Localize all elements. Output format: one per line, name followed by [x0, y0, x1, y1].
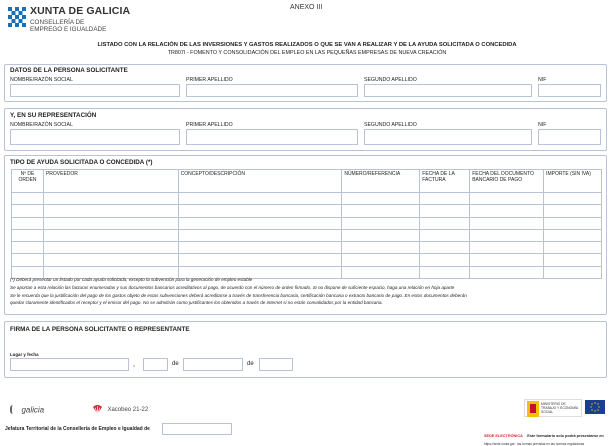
ayuda-table [11, 169, 602, 279]
solicitante-ap2-input[interactable] [364, 84, 532, 97]
col-proveedor: PROVEEDOR [43, 170, 178, 193]
table-row [12, 242, 602, 254]
cell-input[interactable] [342, 242, 420, 254]
representacion-ap1-label: PRIMER APELLIDO [186, 122, 233, 128]
cell-input[interactable] [470, 254, 544, 266]
col-importe: IMPORTE (SIN IVA) [544, 170, 602, 193]
solicitante-title: DATOS DE LA PERSONA SOLICITANTE [10, 67, 128, 74]
ayuda-note-2: Se aportan a esta relación las facturas enumeradas y sus documentos bancarios acreditativos al pago, de acuerdo con el número de orden firmado. Si no dispone de suficiente espacio, haga una relación en hoja aparte [10, 285, 455, 290]
cell-input[interactable] [470, 242, 544, 254]
cell-input[interactable] [12, 205, 44, 217]
representacion-name-input[interactable] [10, 129, 180, 145]
firma-title: FIRMA DE LA PERSONA SOLICITANTE O REPRESENTANTE [10, 326, 190, 333]
galicia-logo [10, 401, 44, 419]
ayuda-title: TIPO DE AYUDA SOLICITADA O CONCEDIDA (*) [10, 159, 153, 166]
cell-input[interactable] [544, 217, 602, 229]
representacion-ap1-input[interactable] [186, 129, 358, 145]
representacion-nif-input[interactable] [538, 129, 601, 145]
ministry-text: MINISTERIO DE TRABAJO Y ECONOMÍA SOCIAL [541, 402, 578, 414]
representacion-ap2-input[interactable] [364, 129, 532, 145]
cell-input[interactable] [544, 193, 602, 205]
cell-input[interactable] [342, 266, 420, 278]
representacion-ap2-label: SEGUNDO APELLIDO [364, 122, 417, 128]
col-concepto: CONCEPTO/DESCRIPCIÓN [178, 170, 342, 193]
annex-label: ANEXO III [290, 4, 323, 11]
sede-text-1: Este formulario solo podrá presentarse en [527, 434, 604, 438]
cell-input[interactable] [420, 254, 470, 266]
year-input[interactable] [259, 358, 293, 371]
cell-input[interactable] [420, 193, 470, 205]
solicitante-name-label: NOMBRE/RAZÓN SOCIAL [10, 77, 73, 83]
cell-input[interactable] [544, 205, 602, 217]
table-row [12, 205, 602, 217]
cell-input[interactable] [178, 242, 342, 254]
solicitante-nif-label: NIF [538, 77, 547, 83]
table-row [12, 193, 602, 205]
cell-input[interactable] [420, 266, 470, 278]
galicia-logo-text: galicia [21, 405, 45, 415]
ayuda-table-header [12, 170, 602, 193]
cell-input[interactable] [544, 229, 602, 241]
representacion-name-label: NOMBRE/RAZÓN SOCIAL [10, 122, 73, 128]
cell-input[interactable] [43, 229, 178, 241]
xunta-cross-icon [7, 6, 27, 28]
galicia-swoosh-icon [10, 405, 17, 414]
cell-input[interactable] [12, 254, 44, 266]
cell-input[interactable] [420, 229, 470, 241]
cell-input[interactable] [12, 217, 44, 229]
representacion-nif-label: NIF [538, 122, 547, 128]
cell-input[interactable] [342, 217, 420, 229]
solicitante-ap1-input[interactable] [186, 84, 358, 97]
form-title: LISTADO CON LA RELACIÓN DE LAS INVERSIONES Y GASTOS REALIZADOS O QUE SE VAN A REALIZAR Y DE LA AYUDA SOLICITADA O CONCEDIDA [97, 42, 517, 48]
de-label-2: de [247, 361, 254, 367]
dept-line1: CONSELLERÍA DE [30, 19, 85, 26]
dept-line2: EMPREGO E IGUALDADE [30, 26, 107, 33]
cell-input[interactable] [420, 217, 470, 229]
cell-input[interactable] [544, 242, 602, 254]
cell-input[interactable] [470, 193, 544, 205]
comma-sep: , [133, 361, 135, 368]
sede-text-2: https://sede.xunta.gal · las formas previstas en las normas reguladoras [484, 442, 585, 446]
col-numero: NÚMERO/REFERENCIA [342, 170, 420, 193]
cell-input[interactable] [342, 193, 420, 205]
cell-input[interactable] [420, 242, 470, 254]
cell-input[interactable] [12, 242, 44, 254]
cell-input[interactable] [178, 254, 342, 266]
cell-input[interactable] [470, 266, 544, 278]
cell-input[interactable] [342, 254, 420, 266]
col-fecha-factura: FECHA DE LA FACTURA [420, 170, 470, 193]
representacion-title: Y, EN SU REPRESENTACIÓN [10, 112, 97, 119]
cell-input[interactable] [43, 217, 178, 229]
cell-input[interactable] [43, 242, 178, 254]
xunta-logo [7, 6, 27, 28]
table-row [12, 217, 602, 229]
sede-title: SEDE ELECTRÓNICA [484, 434, 523, 438]
cell-input[interactable] [12, 193, 44, 205]
month-input[interactable] [183, 358, 243, 371]
cell-input[interactable] [544, 254, 602, 266]
table-row [12, 229, 602, 241]
cell-input[interactable] [470, 229, 544, 241]
cell-input[interactable] [178, 205, 342, 217]
ayuda-note-3: Se le recuerda que la justificación del pago de los gastos objeto de estas subvenciones deberá acreditarse a través de transferencia bancaria, certificación bancaria o extracto bancario de pago. En estos documentos deberán [10, 293, 467, 298]
coat-of-arms-icon [527, 401, 539, 417]
col-orden: Nº DE ORDEN [12, 170, 44, 193]
table-row [12, 254, 602, 266]
xunta-logo-text: XUNTA DE GALICIA [30, 5, 131, 17]
jefatura-input[interactable] [162, 423, 232, 435]
place-input[interactable] [10, 358, 129, 371]
cell-input[interactable] [342, 205, 420, 217]
ayuda-note-4: quedar claramente identificados el receptor y el emisor del pago. No se admitirán como justificantes los obtenidos a través de internet si no están convalidados por la entidad bancaria. [10, 300, 383, 305]
ayuda-note-1: (*) Deberá presentar un listado por cada ayuda solicitada, excepto la subvención para la generación de empleo estable [10, 277, 253, 282]
cell-input[interactable] [544, 266, 602, 278]
solicitante-ap2-label: SEGUNDO APELLIDO [364, 77, 417, 83]
day-input[interactable] [143, 358, 168, 371]
col-fecha-bancario: FECHA DEL DOCUMENTO BANCARIO DE PAGO [470, 170, 544, 193]
cell-input[interactable] [420, 205, 470, 217]
cell-input[interactable] [342, 229, 420, 241]
eu-flag [585, 400, 605, 414]
solicitante-nif-input[interactable] [538, 84, 601, 97]
form-subtitle: TR807I - FOMENTO Y CONSOLIDACIÓN DEL EMPLEO EN LAS PEQUEÑAS EMPRESAS DE NUEVA CREACIÓN [167, 50, 447, 56]
xacobeo-logo-text: Xacobeo 21-22 [107, 406, 149, 413]
sede-block [484, 424, 610, 446]
cell-input[interactable] [178, 229, 342, 241]
cell-input[interactable] [178, 217, 342, 229]
cell-input[interactable] [470, 217, 544, 229]
place-label: Lugar y fecha [10, 352, 39, 357]
cell-input[interactable] [12, 229, 44, 241]
cell-input[interactable] [43, 193, 178, 205]
cell-input[interactable] [43, 254, 178, 266]
de-label-1: de [172, 361, 179, 367]
ministry-logo [524, 399, 582, 417]
solicitante-ap1-label: PRIMER APELLIDO [186, 77, 233, 83]
cell-input[interactable] [43, 205, 178, 217]
jefatura-label: Jefatura Territorial de la Consellería de Empleo e Igualdad de [5, 426, 150, 432]
solicitante-name-input[interactable] [10, 84, 180, 97]
cell-input[interactable] [178, 193, 342, 205]
eu-stars-icon [585, 400, 605, 414]
cell-input[interactable] [470, 205, 544, 217]
xacobeo-scallop-icon [92, 404, 103, 415]
xacobeo-logo [92, 401, 148, 419]
